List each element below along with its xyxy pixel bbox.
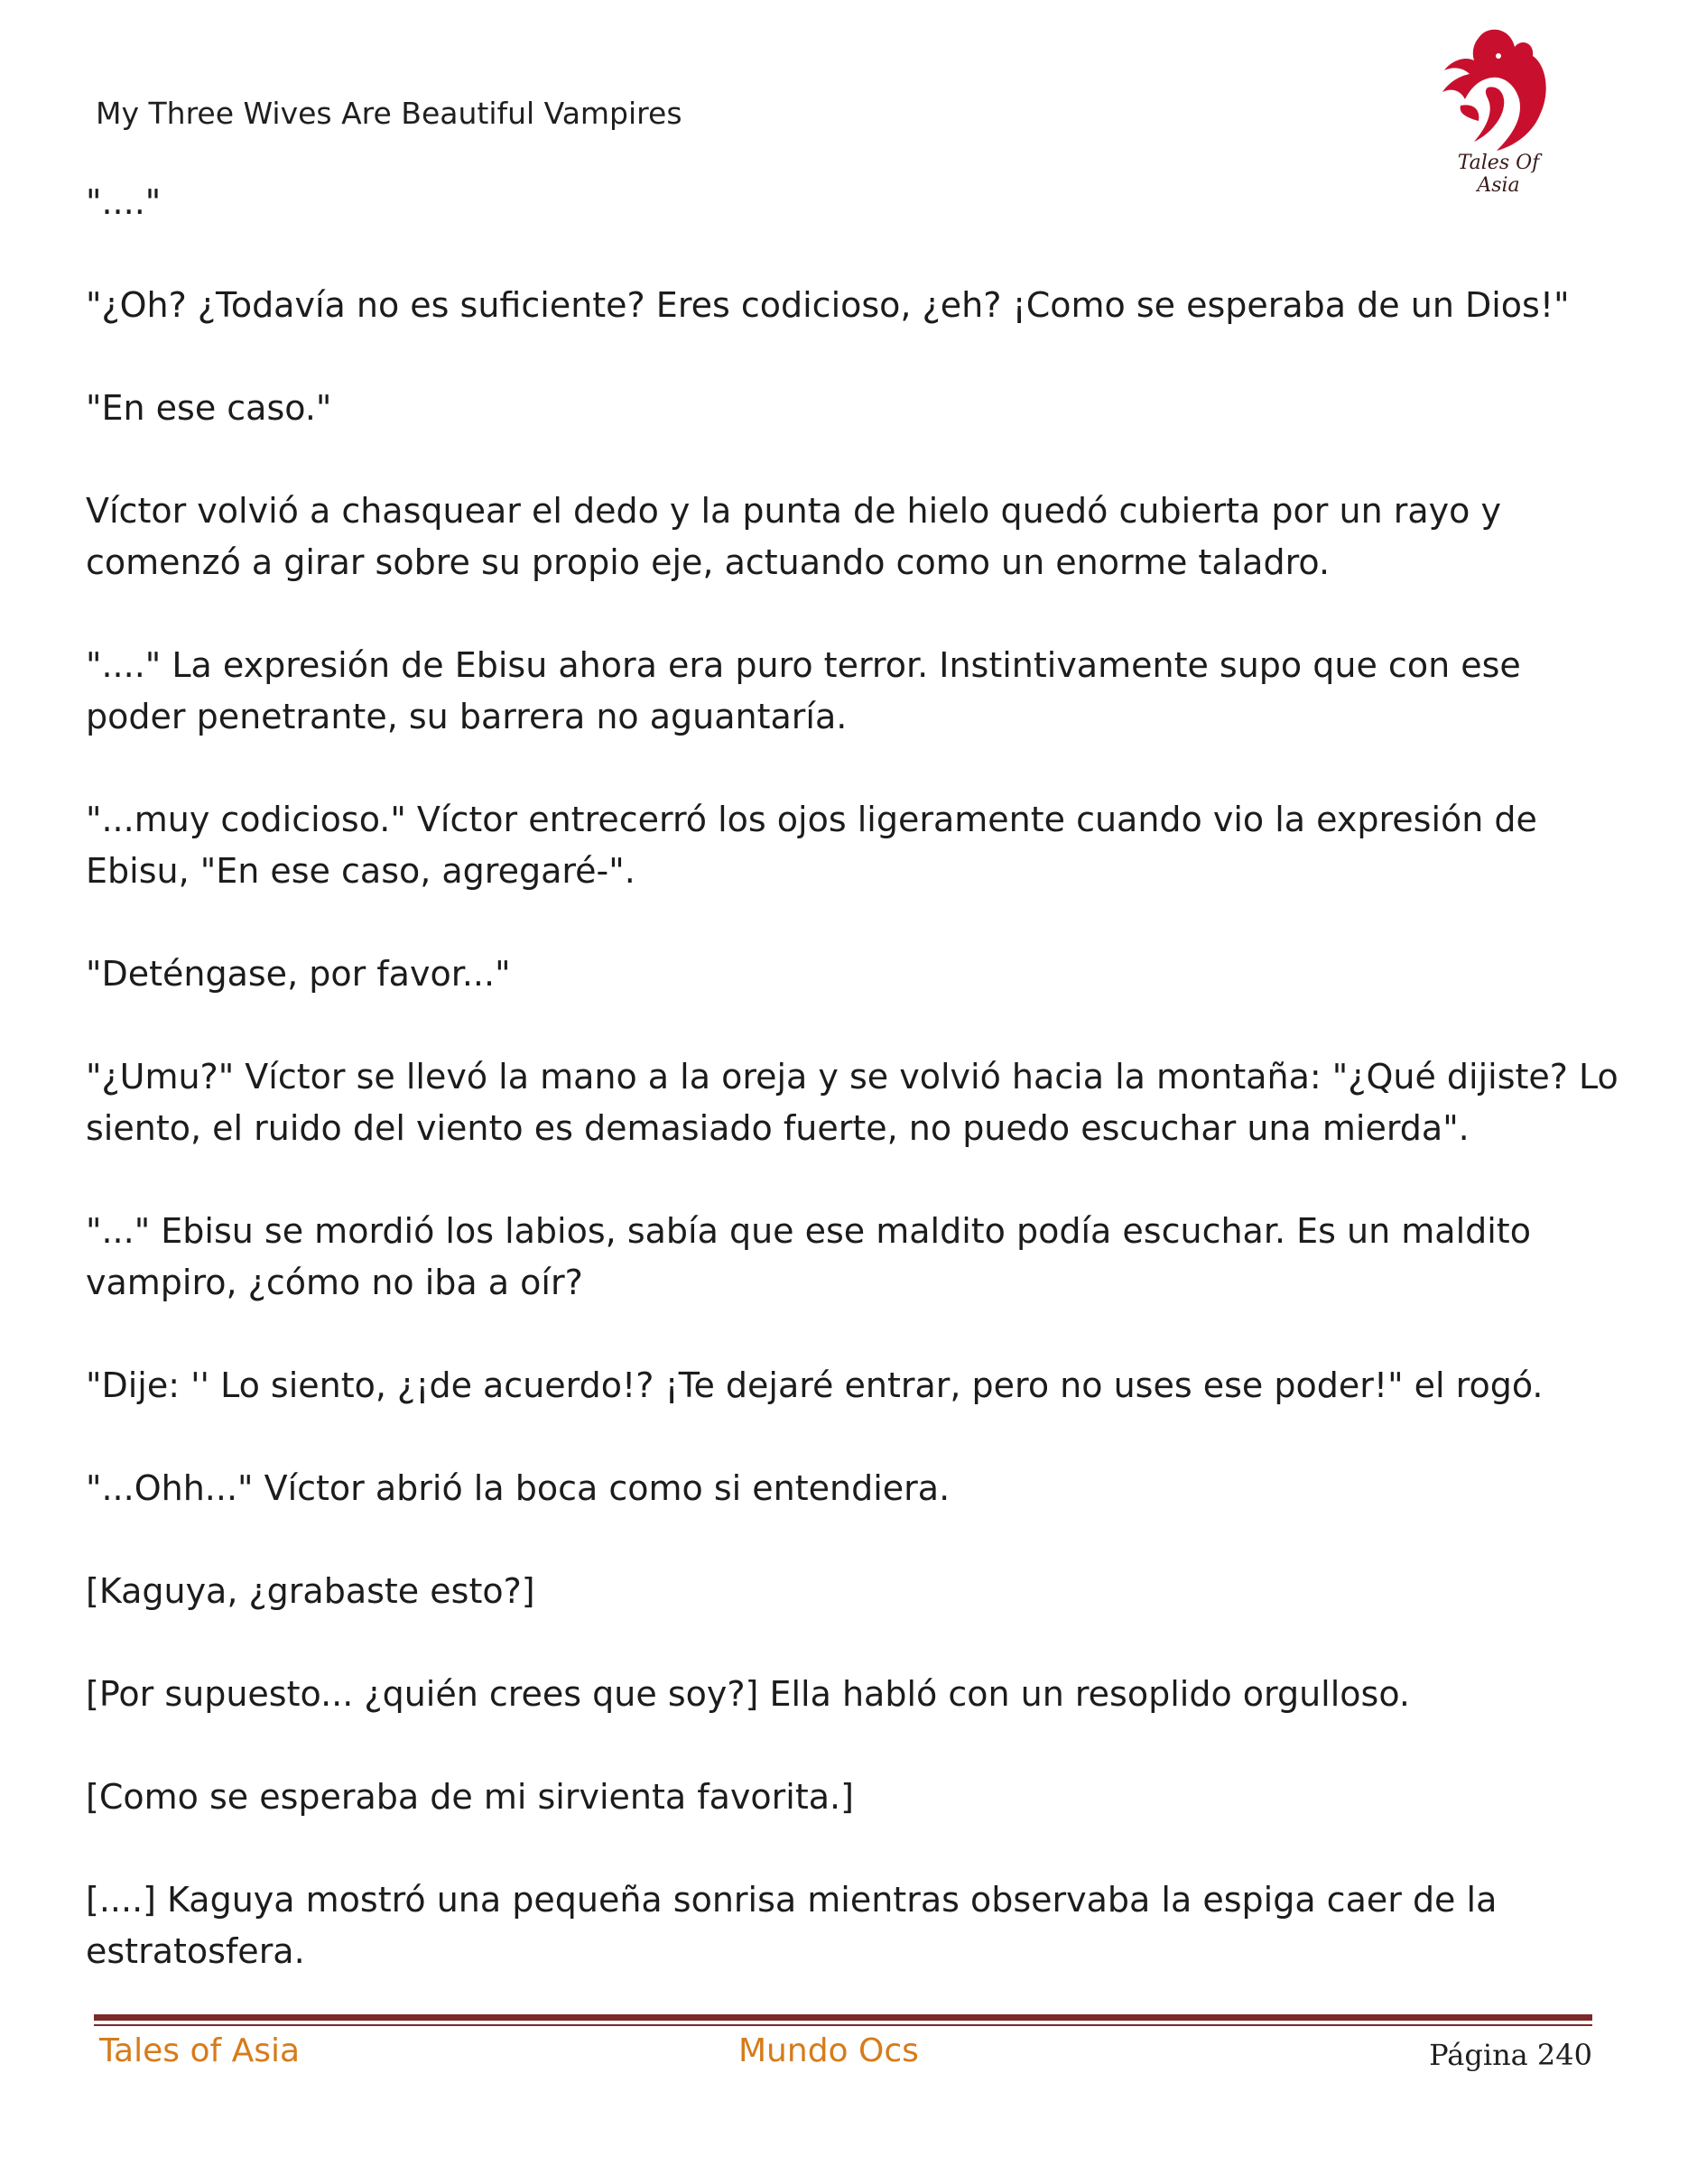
paragraph: "...Ohh..." Víctor abrió la boca como si entendiera. [86,1468,951,1508]
document-header-title: My Three Wives Are Beautiful Vampires [96,96,682,131]
paragraph: "¿Umu?" Víctor se llevó la mano a la oreja y se volvió hacia la montaña: "¿Qué dijiste? Lo siento, el ruido del viento es demasiado fuerte, no puedo escuchar una mierda". [86,1057,1618,1148]
paragraph: "En ese caso." [86,388,332,428]
paragraph: "Dije: '' Lo siento, ¿¡de acuerdo!? ¡Te dejaré entrar, pero no uses ese poder!" el rogó. [86,1365,1544,1405]
footer-divider-thin [94,2024,1592,2026]
document-body [86,177,1620,2029]
paragraph: [Kaguya, ¿grabaste esto?] [86,1571,535,1611]
paragraph: [Por supuesto... ¿quién crees que soy?] Ella habló con un resoplido orgulloso. [86,1674,1411,1714]
footer-section-name: Mundo Ocs [738,2032,919,2069]
paragraph: Víctor volvió a chasquear el dedo y la punta de hielo quedó cubierta por un rayo y comenzó a girar sobre su propio eje, actuando como un enorme taladro. [86,491,1501,582]
paragraph: [Como se esperaba de mi sirvienta favorita.] [86,1777,854,1817]
footer-site-name: Tales of Asia [99,2032,301,2069]
logo-caption: Tales Of Asia [1457,152,1540,197]
paragraph: "...." [86,182,162,222]
page-number: Página 240 [1429,2038,1592,2072]
paragraph: "...." La expresión de Ebisu ahora era puro terror. Instintivamente supo que con ese poder penetrante, su barrera no aguantaría. [86,645,1521,736]
paragraph: "...muy codicioso." Víctor entrecerró los ojos ligeramente cuando vio la expresión de Ebisu, "En ese caso, agregaré-". [86,800,1537,891]
paragraph: "Deténgase, por favor..." [86,954,511,994]
footer-divider [94,2014,1592,2021]
paragraph: [....] Kaguya mostró una pequeña sonrisa mientras observaba la espiga caer de la estratosfera. [86,1880,1498,1971]
paragraph: "¿Oh? ¿Todavía no es suficiente? Eres codicioso, ¿eh? ¡Como se esperaba de un Dios!" [86,285,1570,325]
paragraph: "..." Ebisu se mordió los labios, sabía que ese maldito podía escuchar. Es un maldito vampiro, ¿cómo no iba a oír? [86,1211,1531,1302]
